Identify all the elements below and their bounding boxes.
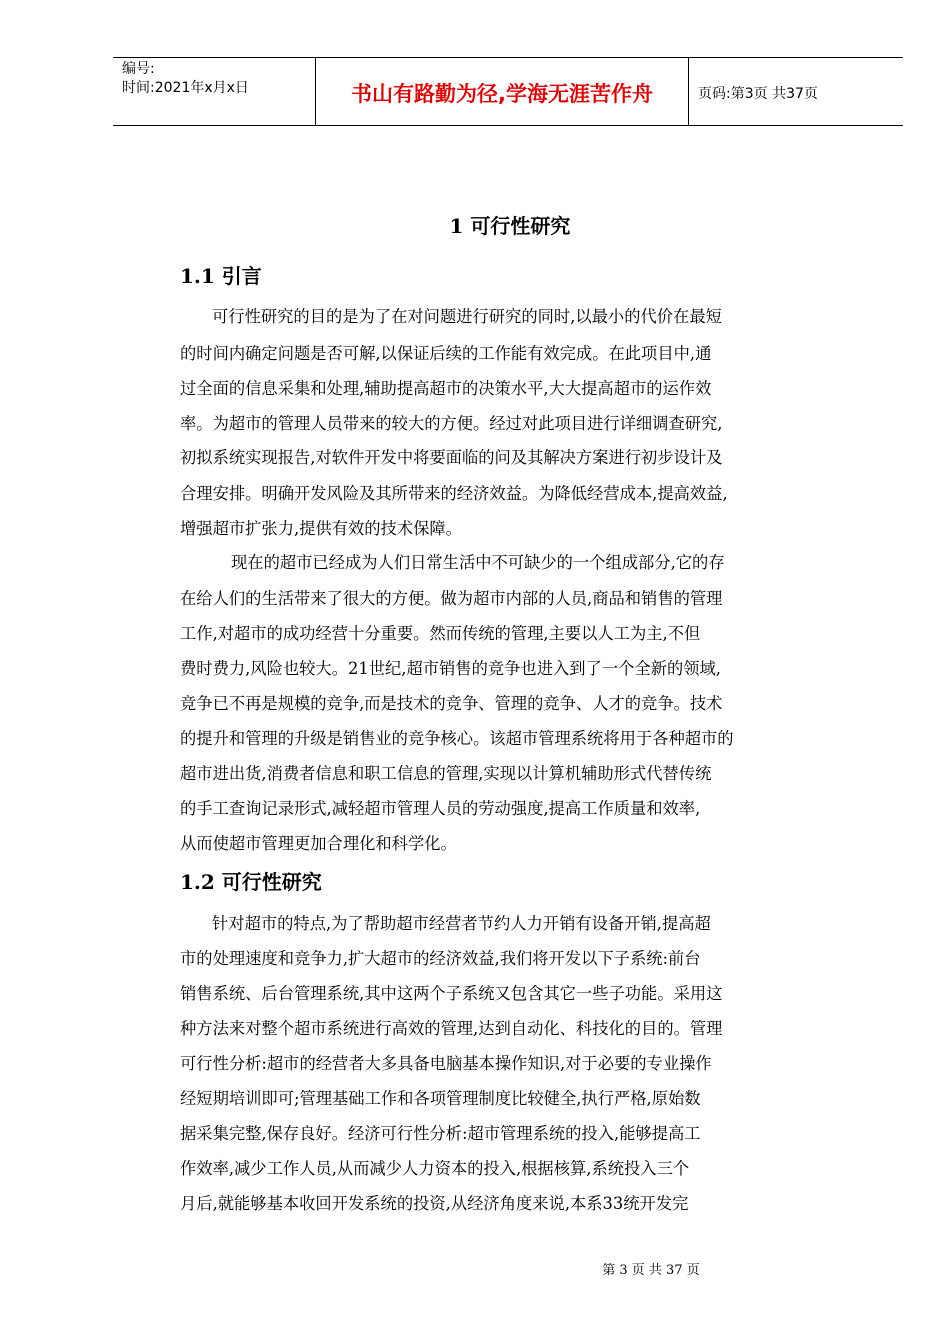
- header-divider-right: [688, 57, 689, 125]
- text-line: 销售系统、后台管理系统,其中这两个子系统又包含其它一些子功能。采用这: [180, 984, 723, 1003]
- text-line: 过全面的信息采集和处理,辅助提高超市的决策水平,大大提高超市的运作效: [180, 379, 712, 398]
- header-time: 时间:2021年x月x日: [122, 80, 249, 96]
- text-line: 现在的超市已经成为人们日常生活中不可缺少的一个组成部分,它的存: [231, 553, 725, 572]
- text-line: 种方法来对整个超市系统进行高效的管理,达到自动化、科技化的目的。管理: [180, 1019, 723, 1038]
- text-line: 从而使超市管理更加合理化和科学化。: [180, 834, 457, 853]
- text-line: 据采集完整,保存良好。经济可行性分析:超市管理系统的投入,能够提高工: [180, 1124, 701, 1143]
- text-line: 率。为超市的管理人员带来的较大的方便。经过对此项目进行详细调查研究,: [180, 414, 723, 433]
- text-line: 的手工查询记录形式,减轻超市管理人员的劳动强度,提高工作质量和效率,: [180, 799, 701, 818]
- header-page-info: 页码:第3页 共37页: [698, 86, 818, 102]
- text-line: 的时间内确定问题是否可解,以保证后续的工作能有效完成。在此项目中,通: [180, 344, 712, 363]
- text-line: 可行性分析:超市的经营者大多具备电脑基本操作知识,对于必要的专业操作: [180, 1054, 712, 1073]
- header-top-rule: [113, 57, 903, 58]
- text-line: 合理安排。明确开发风险及其所带来的经济效益。为降低经营成本,提高效益,: [180, 484, 728, 503]
- text-line: 月后,就能够基本收回开发系统的投资,从经济角度来说,本系33统开发完: [180, 1194, 689, 1213]
- section-heading: 1.1 引言: [180, 264, 262, 288]
- text-line: 超市进出货,消费者信息和职工信息的管理,实现以计算机辅助形式代替传统: [180, 764, 712, 783]
- header-motto: 书山有路勤为径,学海无涯苦作舟: [351, 82, 653, 106]
- text-line: 在给人们的生活带来了很大的方便。做为超市内部的人员,商品和销售的管理: [180, 589, 723, 608]
- section-heading: 1.2 可行性研究: [180, 870, 322, 894]
- text-line: 市的处理速度和竞争力,扩大超市的经济效益,我们将开发以下子系统:前台: [180, 949, 701, 968]
- text-line: 作效率,减少工作人员,从而减少人力资本的投入,根据核算,系统投入三个: [180, 1159, 690, 1178]
- text-line: 针对超市的特点,为了帮助超市经营者节约人力开销有设备开销,提高超: [212, 914, 711, 933]
- text-line: 费时费力,风险也较大。21世纪,超市销售的竞争也进入到了一个全新的领域,: [180, 659, 721, 678]
- chapter-title: 1 可行性研究: [449, 214, 571, 238]
- text-line: 的提升和管理的升级是销售业的竞争核心。该超市管理系统将用于各种超市的: [180, 729, 734, 748]
- text-line: 可行性研究的目的是为了在对问题进行研究的同时,以最小的代价在最短: [212, 307, 722, 326]
- header-bottom-rule: [113, 125, 903, 126]
- text-line: 工作,对超市的成功经营十分重要。然而传统的管理,主要以人工为主,不但: [180, 624, 701, 643]
- header-meta: [122, 60, 249, 98]
- text-line: 增强超市扩张力,提供有效的技术保障。: [180, 519, 462, 538]
- text-line: 初拟系统实现报告,对软件开发中将要面临的问及其解决方案进行初步设计及: [180, 448, 723, 467]
- text-line: 经短期培训即可;管理基础工作和各项管理制度比较健全,执行严格,原始数: [180, 1089, 701, 1108]
- page-footer: 第 3 页 共 37 页: [602, 1263, 700, 1278]
- header-number: 编号:: [122, 61, 155, 77]
- text-line: 竞争已不再是规模的竞争,而是技术的竞争、管理的竞争、人才的竞争。技术: [180, 694, 723, 713]
